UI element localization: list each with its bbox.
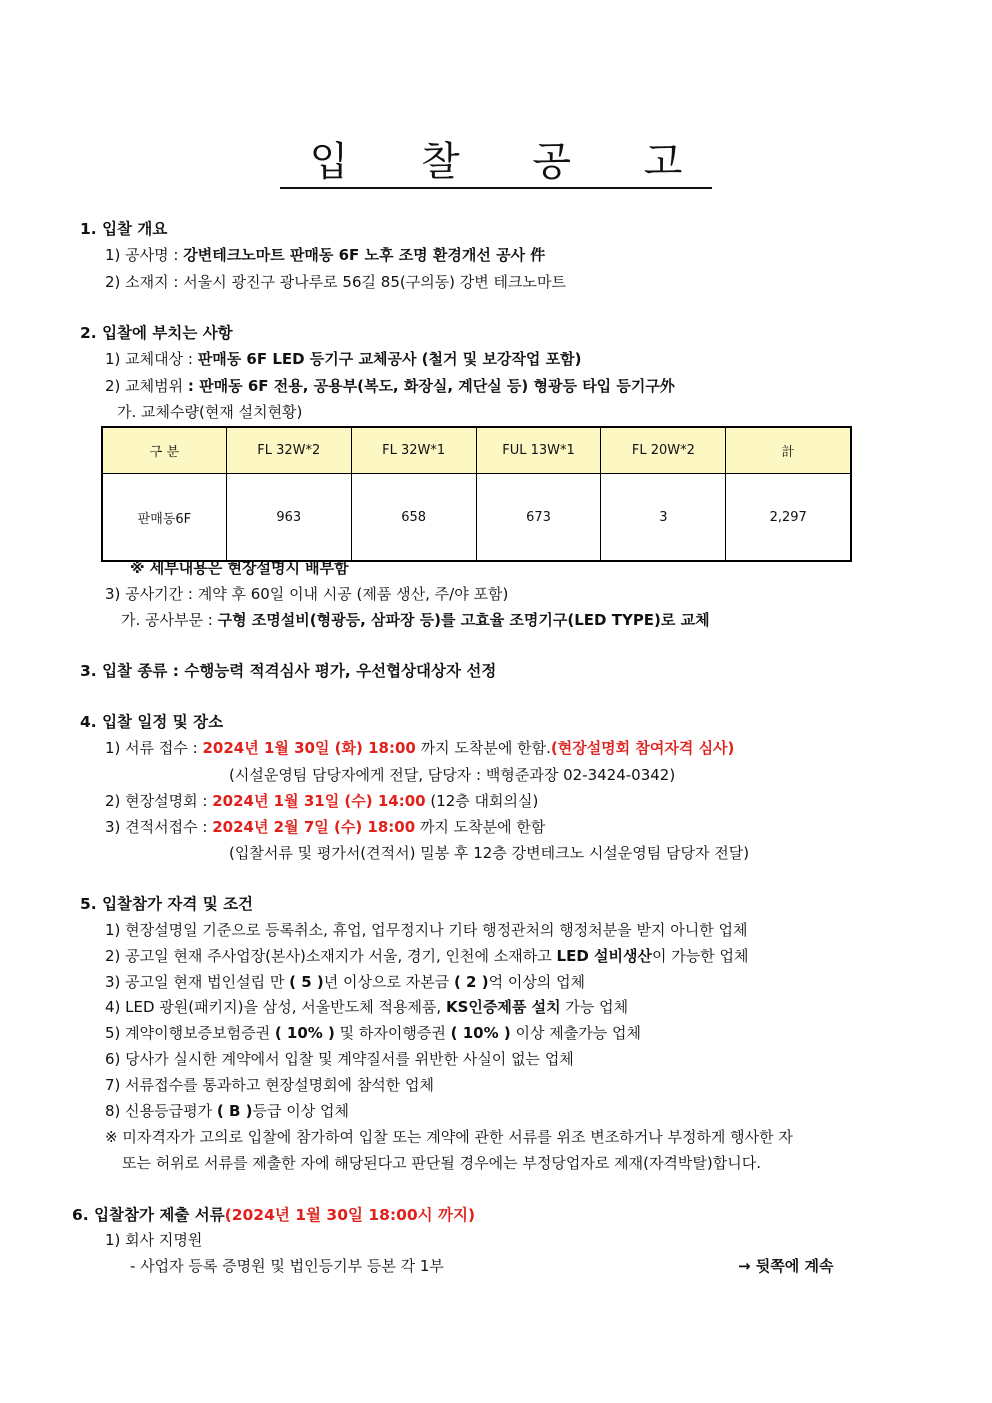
section-2-heading: 2. 입찰에 부치는 사항	[80, 324, 233, 342]
table-cell: 2,297	[726, 474, 851, 562]
s5-line-6: 6) 당사가 실시한 계약에서 입찰 및 계약질서를 위반한 사실이 없는 업체	[105, 1050, 574, 1068]
text-bold: ( 2 )	[453, 973, 489, 991]
text: 억	[488, 973, 504, 991]
deadline: 2024년 1월 30일 (화) 18:00	[202, 739, 416, 757]
text: 이상 제출가능 업체	[510, 1024, 641, 1042]
label: 2) 현장설명회 :	[105, 792, 213, 810]
s4-line-2	[105, 791, 538, 811]
table-cell: 963	[226, 474, 351, 562]
text: 및 하자이행증권	[334, 1024, 451, 1042]
text: 년 이상으로 자본금	[323, 973, 454, 991]
s2-line-1	[105, 349, 581, 369]
table-cell: 673	[476, 474, 601, 562]
s5-line-5	[105, 1023, 641, 1043]
s6-line-1: 1) 회사 지명원	[105, 1231, 203, 1249]
label: 1) 교체대상 :	[105, 350, 198, 368]
section-5-heading: 5. 입찰참가 자격 및 조건	[80, 895, 254, 913]
s2-note: ※ 세부내용은 현장설명시 배부함	[130, 559, 349, 577]
title-text: 입 찰 공 고	[280, 139, 713, 189]
text: 4) LED 광원(패키지)을 삼성, 서울반도체 적용제품,	[105, 998, 446, 1016]
text: (12층 대회의실)	[425, 792, 539, 810]
table-header-cell: FL 32W*2	[226, 427, 351, 474]
text: 3) 공고일 현재 법인설립 만	[105, 973, 290, 991]
section-6-heading	[72, 1205, 475, 1225]
s5-line-4	[105, 997, 628, 1017]
s4-line-1	[105, 738, 734, 758]
note-red: (현장설명회 참여자격 심사)	[550, 739, 735, 757]
quantity-table	[101, 426, 852, 562]
text: 2) 공고일 현재 주사업장(본사)소재지가 서울, 경기, 인천에 소재하고	[105, 947, 557, 965]
section-3-heading: 3. 입찰 종류 : 수행능력 적격심사 평가, 우선협상대상자 선정	[80, 662, 497, 680]
section-1-heading: 1. 입찰 개요	[80, 220, 168, 238]
heading-text: 6. 입찰참가 제출 서류	[72, 1206, 225, 1224]
text-bold: ( 5 )	[289, 973, 324, 991]
project-name: 강변테크노마트 판매동 6F 노후 조명 환경개선 공사 件	[183, 246, 546, 264]
s4-line-3b: (입찰서류 및 평가서(견적서) 밀봉 후 12층 강변테크노 시설운영팀 담당자 전달)	[229, 844, 750, 862]
s2-line-5	[121, 610, 710, 630]
s6-line-2: - 사업자 등록 증명원 및 법인등기부 등본 각 1부	[130, 1257, 444, 1275]
table-header-cell: 구 분	[102, 427, 226, 474]
label: 3) 견적서접수 :	[105, 818, 213, 836]
table-cell: 판매동6F	[102, 474, 226, 562]
s4-line-1b: (시설운영팀 담당자에게 전달, 담당자 : 백형준과장 02-3424-0342)	[229, 766, 676, 784]
text-bold: KS인증제품 설치	[445, 998, 561, 1016]
s4-line-3	[105, 817, 545, 837]
text: 까지 도착분에 한함.	[415, 739, 551, 757]
value: 판매동 6F LED 등기구 교체공사 (철거 및 보강작업 포함)	[197, 350, 582, 368]
label: 1) 서류 접수 :	[105, 739, 203, 757]
s1-line-1	[105, 245, 545, 265]
table-header-row	[102, 427, 851, 474]
s2-line-3: 가. 교체수량(현재 설치현황)	[117, 403, 303, 421]
text: 이 가능한 업체	[651, 947, 749, 965]
text: 등급 이상 업체	[252, 1102, 349, 1120]
table-cell: 658	[351, 474, 476, 562]
label: 2) 교체범위	[105, 377, 188, 395]
text: 5) 계약이행보증보험증권	[105, 1024, 275, 1042]
section-4-heading: 4. 입찰 일정 및 장소	[80, 713, 224, 731]
deadline: 2024년 2월 7일 (수) 18:00	[212, 818, 416, 836]
text: 까지 도착분에 한함	[415, 818, 546, 836]
s2-line-2	[105, 376, 675, 396]
text-bold: LED 설비생산	[556, 947, 652, 965]
label: 1) 공사명 :	[105, 246, 184, 264]
table-header-cell: FUL 13W*1	[476, 427, 601, 474]
text-bold: ( B )	[216, 1102, 253, 1120]
s5-line-2	[105, 946, 748, 966]
table-cell: 3	[601, 474, 726, 562]
s5-line-7: 7) 서류접수를 통과하고 현장설명회에 참석한 업체	[105, 1076, 435, 1094]
table-header-cell: FL 20W*2	[601, 427, 726, 474]
text: 8) 신용등급평가	[105, 1102, 217, 1120]
deadline: (2024년 1월 30일 18:00시 까지)	[224, 1206, 476, 1224]
text: 이상의 업체	[503, 973, 586, 991]
continue-note: → 뒷쪽에 계속	[738, 1257, 834, 1275]
text: 가능 업체	[560, 998, 629, 1016]
s5-line-3	[105, 972, 585, 992]
table-header-cell: FL 32W*1	[351, 427, 476, 474]
page-title	[0, 130, 992, 187]
s2-line-4: 3) 공사기간 : 계약 후 60일 이내 시공 (제품 생산, 주/야 포함)	[105, 585, 509, 603]
table-header-cell: 計	[726, 427, 851, 474]
date: 2024년 1월 31일 (수) 14:00	[212, 792, 426, 810]
value: : 판매동 6F 전용, 공용부(복도, 화장실, 계단실 등) 형광등 타입 등기구外	[187, 377, 675, 395]
s5-note-2: 또는 허위로 서류를 제출한 자에 해당된다고 판단될 경우에는 부정당업자로 제재(자격박탈)합니다.	[122, 1154, 761, 1172]
s5-line-1: 1) 현장설명일 기준으로 등록취소, 휴업, 업무정지나 기타 행정관처의 행정처분을 받지 아니한 업체	[105, 921, 748, 939]
text-bold: ( 10% )	[274, 1024, 335, 1042]
table-row	[102, 474, 851, 562]
s1-line-2: 2) 소재지 : 서울시 광진구 광나루로 56길 85(구의동) 강변 테크노마트	[105, 273, 567, 291]
value: 구형 조명설비(형광등, 삼파장 등)를 고효율 조명기구(LED TYPE)로 교체	[217, 611, 710, 629]
s5-line-8	[105, 1101, 349, 1121]
s5-note-1: ※ 미자격자가 고의로 입찰에 참가하여 입찰 또는 계약에 관한 서류를 위조 변조하거나 부정하게 행사한 자	[105, 1128, 793, 1146]
label: 가. 공사부문 :	[121, 611, 218, 629]
text-bold: ( 10% )	[450, 1024, 511, 1042]
